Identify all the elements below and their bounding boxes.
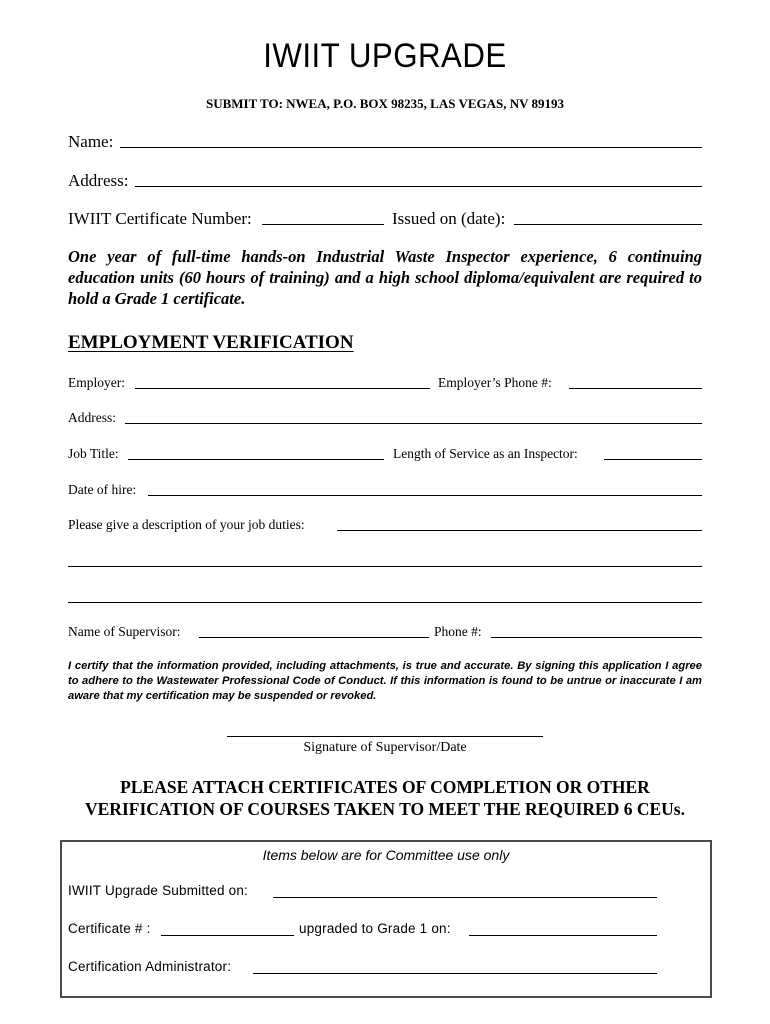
supervisor-name-label: Name of Supervisor:	[68, 624, 181, 639]
supervisor-phone-label: Phone #:	[434, 624, 482, 639]
job-title-label: Job Title:	[68, 446, 119, 461]
upgraded-grade-date-field[interactable]	[469, 935, 657, 936]
submit-to-address: SUBMIT TO: NWEA, P.O. BOX 98235, LAS VEGAS, NV 89193	[205, 96, 565, 111]
length-of-service-field[interactable]	[604, 459, 702, 460]
name-field[interactable]	[120, 147, 702, 148]
certificate-number-committee-field[interactable]	[161, 935, 294, 936]
job-duties-label: Please give a description of your job duties:	[68, 517, 305, 532]
date-of-hire-label: Date of hire:	[68, 482, 137, 497]
attach-notice-line-1: PLEASE ATTACH CERTIFICATES OF COMPLETION OR OTHER	[120, 777, 650, 797]
employer-label: Employer:	[68, 375, 125, 390]
employer-phone-label: Employer’s Phone #:	[438, 375, 552, 390]
certificate-number-committee-label: Certificate # :	[68, 921, 151, 936]
employer-address-label: Address:	[68, 410, 116, 425]
attach-notice-line-2: VERIFICATION OF COURSES TAKEN TO MEET THE REQUIRED 6 CEUs.	[85, 799, 685, 819]
employer-address-field[interactable]	[125, 423, 702, 424]
job-duties-field-line-2[interactable]	[68, 566, 702, 567]
signature-label: Signature of Supervisor/Date	[303, 740, 467, 755]
supervisor-name-field[interactable]	[199, 637, 429, 638]
upgrade-submitted-field[interactable]	[273, 897, 657, 898]
employer-field[interactable]	[135, 388, 430, 389]
attach-certificates-notice	[0, 776, 770, 820]
form-title: IWIIT UPGRADE	[263, 37, 507, 75]
certification-administrator-field[interactable]	[253, 973, 657, 974]
committee-use-note: Items below are for Committee use only	[262, 847, 510, 863]
issued-on-label: Issued on (date):	[392, 209, 506, 228]
certification-statement: I certify that the information provided, including attachments, is true and accurate. By signing this application I agree to adhere to the Wastewater Professional Code of Conduct. If this information is found to be untrue or inaccurate I am aware that my certification may be suspended or revoked.	[68, 660, 702, 702]
issued-on-field[interactable]	[514, 224, 702, 225]
certificate-number-field[interactable]	[262, 224, 384, 225]
length-of-service-label: Length of Service as an Inspector:	[393, 446, 578, 461]
certificate-number-label: IWIIT Certificate Number:	[68, 209, 252, 228]
certification-administrator-label: Certification Administrator:	[68, 959, 232, 974]
job-duties-field[interactable]	[337, 530, 702, 531]
supervisor-signature-field[interactable]	[227, 736, 543, 737]
upgraded-grade-label: upgraded to Grade 1 on:	[299, 921, 451, 936]
requirements-text: One year of full-time hands-on Industrial Waste Inspector experience, 6 continuing education units (60 hours of training) and a high school diploma/equivalent are required to hold a Grade 1 certificate.	[68, 247, 702, 308]
date-of-hire-field[interactable]	[148, 495, 702, 496]
upgrade-submitted-label: IWIIT Upgrade Submitted on:	[68, 883, 248, 898]
employment-verification-heading: EMPLOYMENT VERIFICATION	[68, 332, 354, 353]
committee-use-box	[60, 840, 712, 998]
job-title-field[interactable]	[128, 459, 384, 460]
name-label: Name:	[68, 132, 114, 151]
address-label: Address:	[68, 171, 129, 190]
address-field[interactable]	[135, 186, 702, 187]
employer-phone-field[interactable]	[569, 388, 702, 389]
supervisor-phone-field[interactable]	[491, 637, 702, 638]
job-duties-field-line-3[interactable]	[68, 602, 702, 603]
